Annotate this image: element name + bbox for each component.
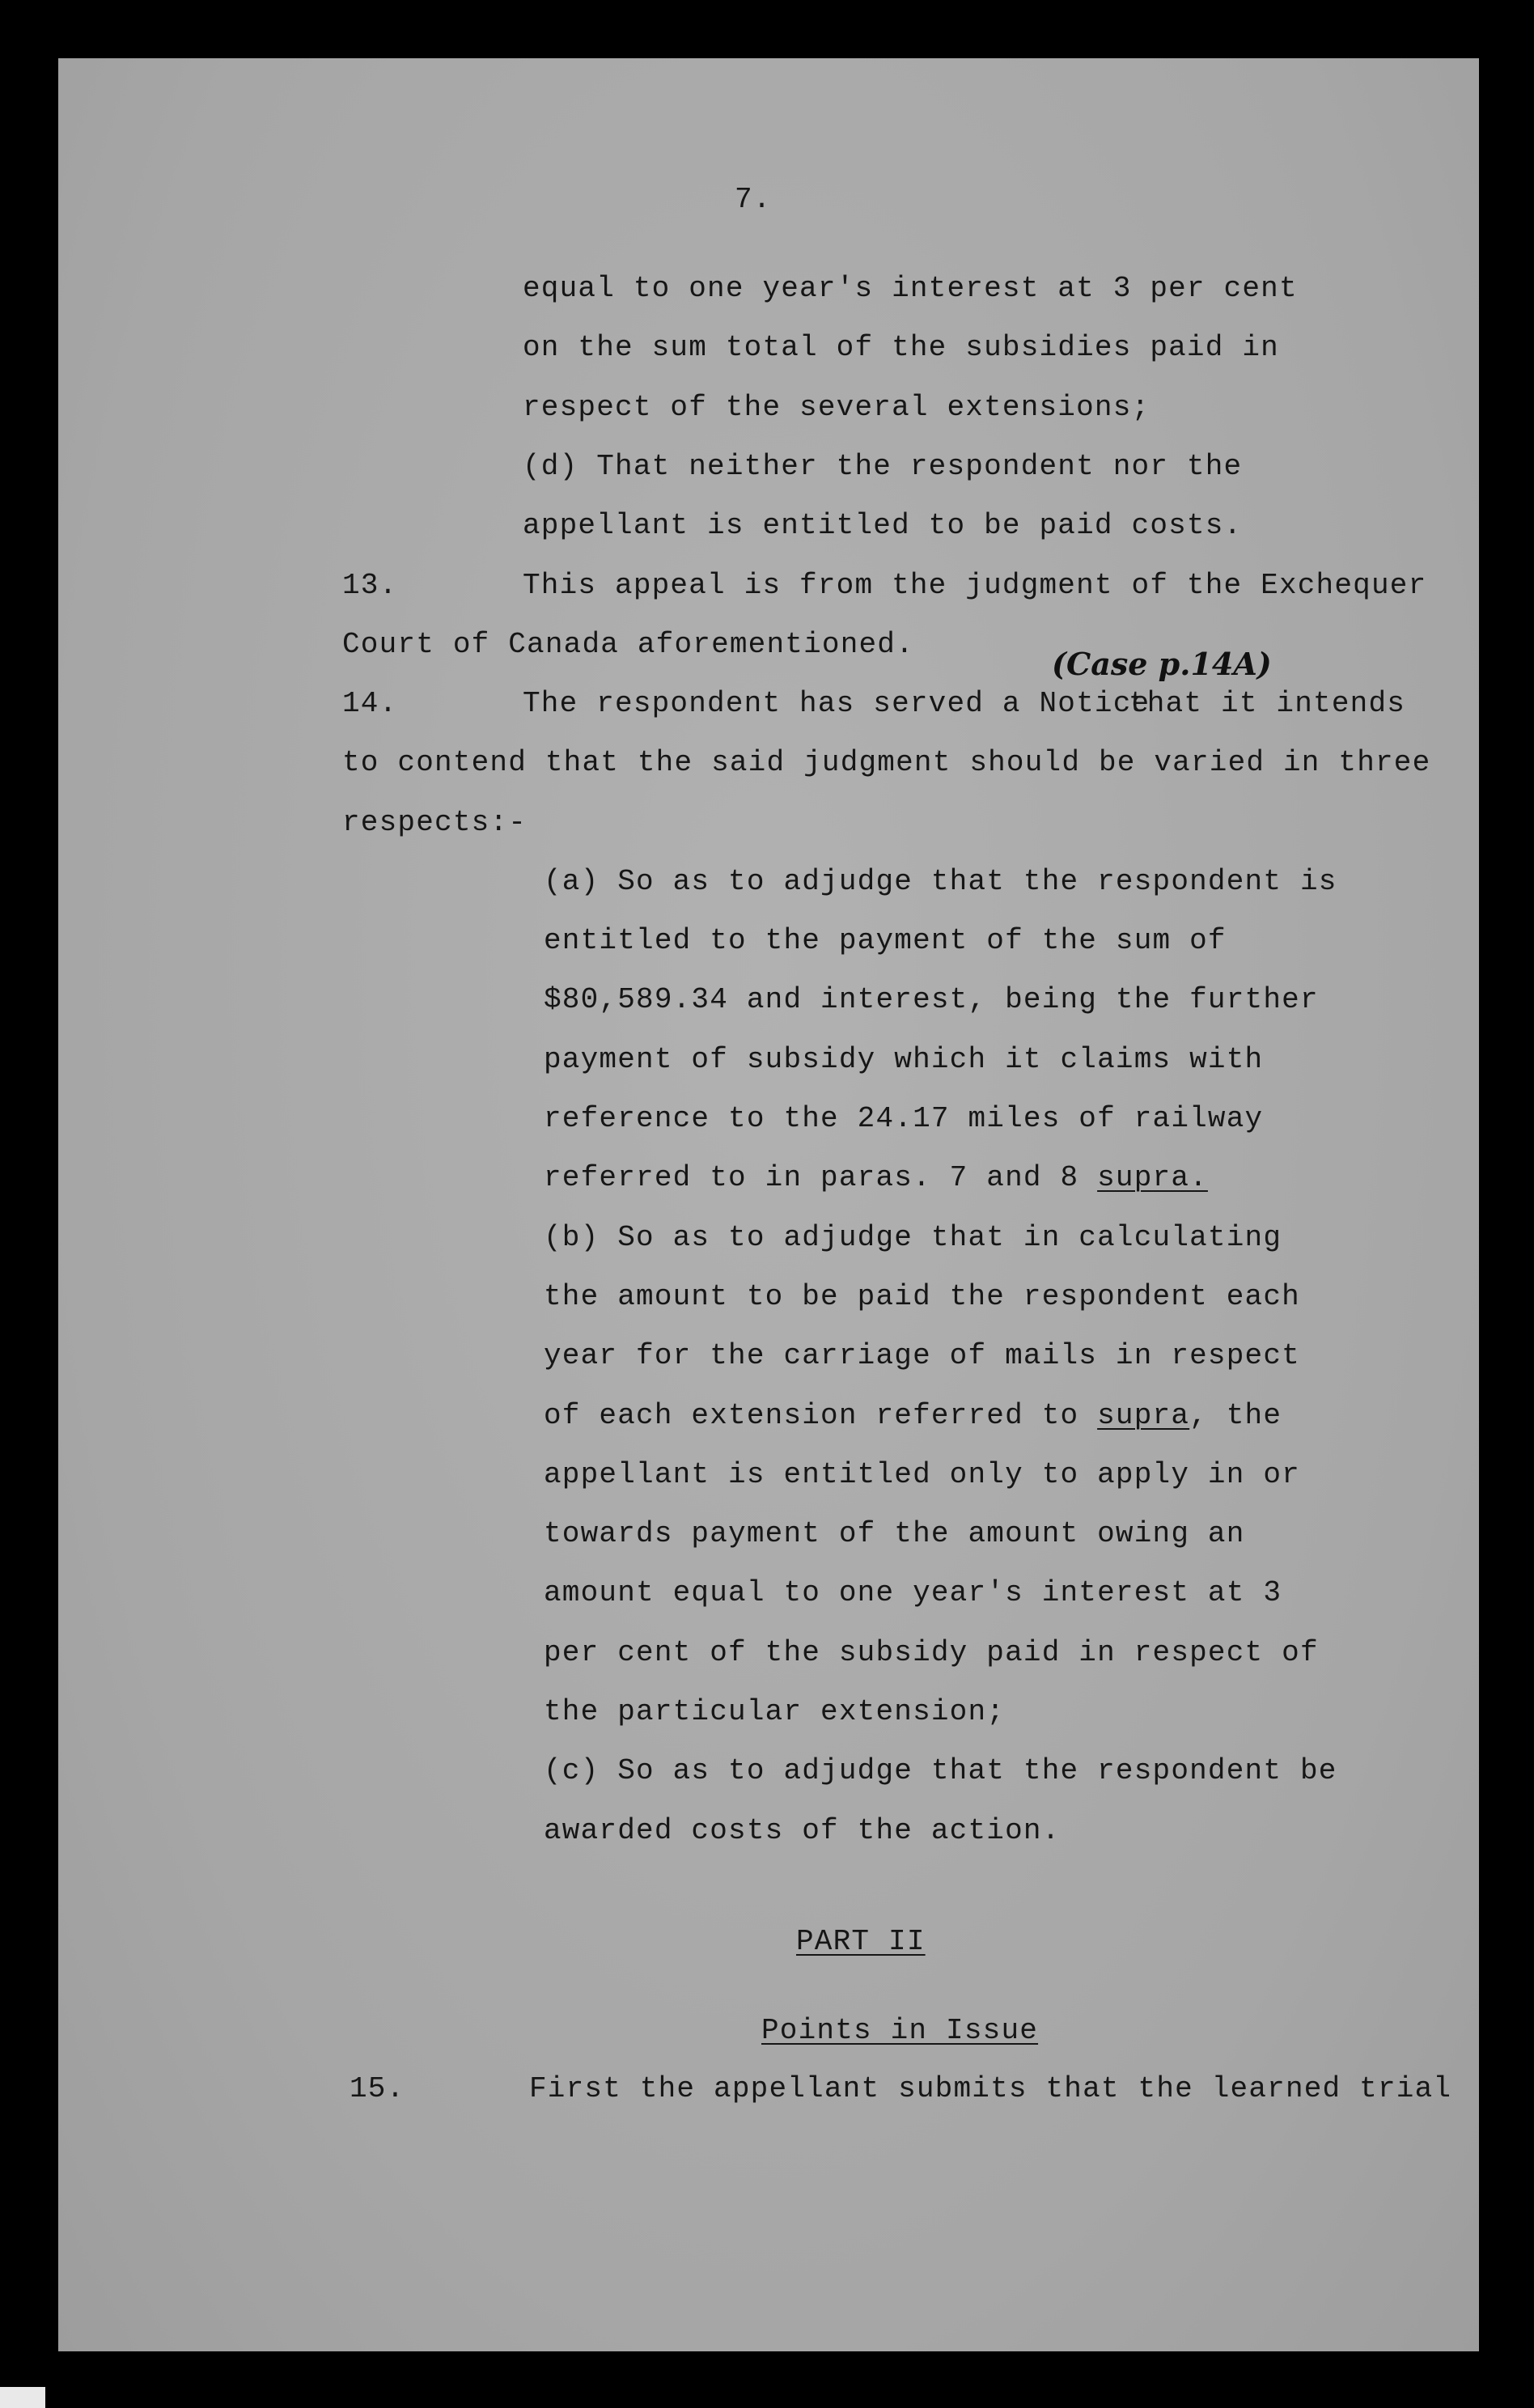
text-line: towards payment of the amount owing an bbox=[544, 1517, 1245, 1550]
page-number: 7. bbox=[735, 183, 772, 216]
text-line: Court of Canada aforementioned. bbox=[342, 628, 914, 661]
text-line bbox=[544, 1400, 1282, 1432]
text-line: appellant is entitled to be paid costs. bbox=[523, 509, 1243, 542]
scan-edge-mark bbox=[0, 2387, 45, 2408]
text-line bbox=[544, 1162, 1208, 1194]
text-segment: , the bbox=[1189, 1399, 1282, 1432]
text-line: amount equal to one year's interest at 3 bbox=[544, 1576, 1282, 1609]
text-line: First the appellant submits that the learned trial bbox=[529, 2072, 1452, 2105]
paragraph-number: 14. bbox=[342, 687, 398, 720]
section-heading: Points in Issue bbox=[761, 2014, 1039, 2047]
text-line: the amount to be paid the respondent each bbox=[544, 1280, 1300, 1313]
text-line: equal to one year's interest at 3 per cent bbox=[523, 272, 1298, 305]
text-line: (b) So as to adjudge that in calculating bbox=[544, 1221, 1282, 1254]
text-line: appellant is entitled only to apply in or bbox=[544, 1458, 1300, 1491]
underlined-word: supra. bbox=[1097, 1161, 1208, 1194]
text-line: payment of subsidy which it claims with bbox=[544, 1043, 1264, 1076]
text-line: to contend that the said judgment should be varied in three bbox=[342, 746, 1431, 779]
text-line: entitled to the payment of the sum of bbox=[544, 924, 1227, 957]
text-segment: of each extension referred to bbox=[544, 1399, 1098, 1432]
text-line: awarded costs of the action. bbox=[544, 1814, 1061, 1847]
text-line: the particular extension; bbox=[544, 1695, 1006, 1728]
text-line: The respondent has served a Notice bbox=[523, 687, 1150, 720]
part-heading: PART II bbox=[796, 1925, 926, 1958]
text-line: year for the carriage of mails in respect bbox=[544, 1339, 1300, 1372]
text-line: (a) So as to adjudge that the respondent is bbox=[544, 865, 1337, 898]
text-line: respects:- bbox=[342, 806, 528, 839]
paragraph-number: 13. bbox=[342, 569, 398, 602]
text-line: reference to the 24.17 miles of railway bbox=[544, 1102, 1264, 1135]
text-line: per cent of the subsidy paid in respect of bbox=[544, 1636, 1319, 1669]
text-line: that it intends bbox=[1129, 687, 1406, 720]
text-line: (c) So as to adjudge that the respondent be bbox=[544, 1754, 1337, 1787]
text-line: $80,589.34 and interest, being the further bbox=[544, 983, 1319, 1016]
underlined-word: supra bbox=[1097, 1399, 1190, 1432]
text-segment: referred to in paras. 7 and 8 bbox=[544, 1161, 1098, 1194]
paragraph-number: 15. bbox=[350, 2072, 405, 2105]
text-line: respect of the several extensions; bbox=[523, 391, 1150, 424]
text-line: (d) That neither the respondent nor the bbox=[523, 450, 1243, 483]
text-line: on the sum total of the subsidies paid in bbox=[523, 331, 1279, 364]
document-page bbox=[58, 58, 1479, 2351]
handwritten-annotation: (Case p.14A) bbox=[1052, 646, 1272, 682]
text-line: This appeal is from the judgment of the Exchequer bbox=[523, 569, 1427, 602]
